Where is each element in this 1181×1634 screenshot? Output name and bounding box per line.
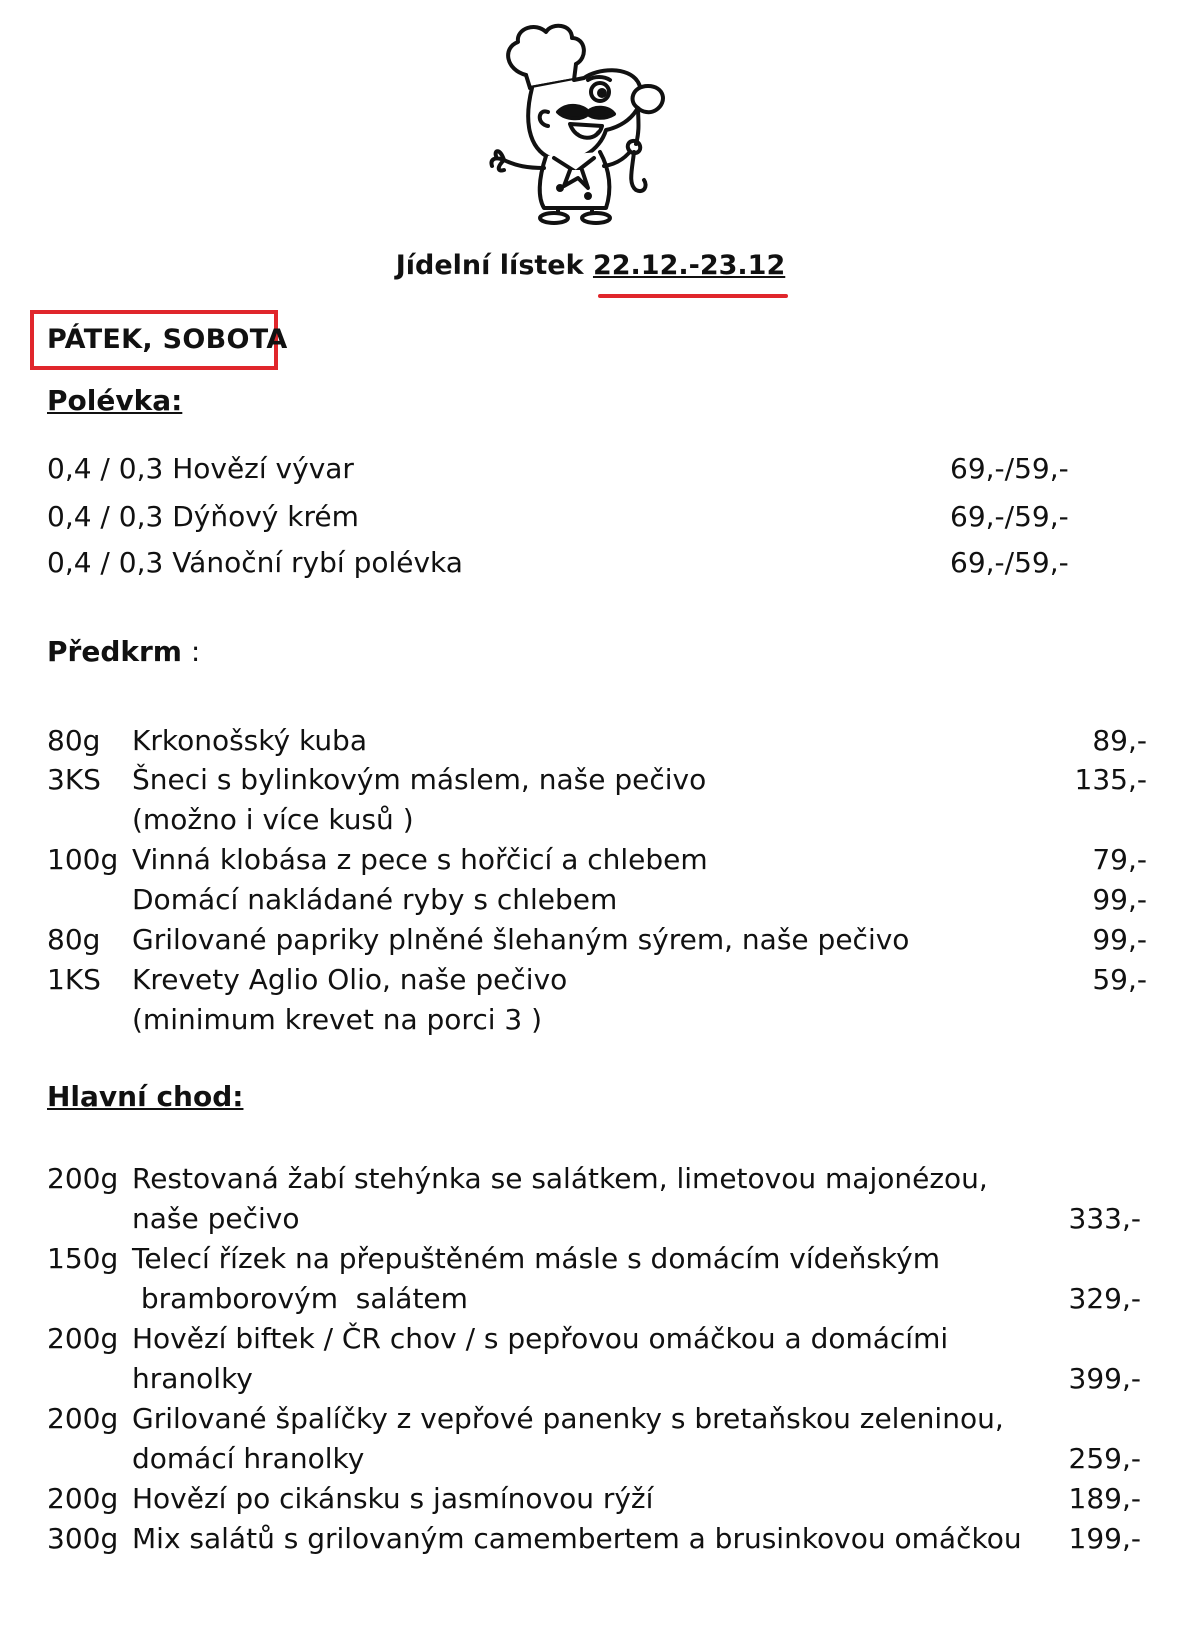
menu-title (0, 250, 1181, 281)
starter-weight: 80g (47, 923, 101, 956)
main-name: Hovězí biftek / ČR chov / s pepřovou omáčkou a domácími (132, 1322, 949, 1355)
main-weight: 200g (47, 1482, 119, 1515)
main-name: Telecí řízek na přepuštěném másle s domácím vídeňským (132, 1242, 940, 1275)
starter-price: 99,- (1092, 923, 1147, 956)
starter-name: Šneci s bylinkovým máslem, naše pečivo (132, 763, 707, 796)
main-price: 329,- (1068, 1282, 1141, 1315)
main-weight: 200g (47, 1322, 119, 1355)
title-prefix: Jídelní lístek (395, 250, 593, 281)
starter-name: Grilované papriky plněné šlehaným sýrem, naše pečivo (132, 923, 910, 956)
starter-name: Domácí nakládané ryby s chlebem (132, 883, 618, 916)
soup-item-name: 0,4 / 0,3 Vánoční rybí polévka (47, 546, 463, 579)
main-weight: 200g (47, 1162, 119, 1195)
main-price: 333,- (1068, 1202, 1141, 1235)
starter-note: (možno i více kusů ) (132, 803, 414, 836)
main-price: 199,- (1068, 1522, 1141, 1555)
section-title-mains: Hlavní chod: (47, 1080, 244, 1113)
soup-item-price: 69,-/59,- (950, 500, 1069, 533)
soup-item-price: 69,-/59,- (950, 546, 1069, 579)
main-name-cont: hranolky (132, 1362, 253, 1395)
main-name: Mix salátů s grilovaným camembertem a brusinkovou omáčkou (132, 1522, 1022, 1555)
starter-weight: 3KS (47, 763, 101, 796)
main-name: Hovězí po cikánsku s jasmínovou rýží (132, 1482, 654, 1515)
main-weight: 200g (47, 1402, 119, 1435)
soup-item-price: 69,-/59,- (950, 452, 1069, 485)
days-label: PÁTEK, SOBOTA (47, 324, 288, 355)
starters-title: Předkrm (47, 635, 182, 668)
starter-price: 135,- (1074, 763, 1147, 796)
main-price: 189,- (1068, 1482, 1141, 1515)
main-weight: 150g (47, 1242, 119, 1275)
starter-name: Krevety Aglio Olio, naše pečivo (132, 963, 568, 996)
starter-price: 79,- (1092, 843, 1147, 876)
starter-price: 59,- (1092, 963, 1147, 996)
starter-price: 89,- (1092, 724, 1147, 757)
starter-weight: 80g (47, 724, 101, 757)
main-name-cont: domácí hranolky (132, 1442, 365, 1475)
starter-weight: 100g (47, 843, 119, 876)
main-price: 399,- (1068, 1362, 1141, 1395)
starter-price: 99,- (1092, 883, 1147, 916)
section-title-starters (47, 635, 200, 668)
soup-item-name: 0,4 / 0,3 Dýňový krém (47, 500, 359, 533)
starter-name: Krkonošský kuba (132, 724, 367, 757)
soup-item-name: 0,4 / 0,3 Hovězí vývar (47, 452, 354, 485)
main-weight: 300g (47, 1522, 119, 1555)
main-name-cont: naše pečivo (132, 1202, 300, 1235)
starter-note: (minimum krevet na porci 3 ) (132, 1003, 543, 1036)
main-price: 259,- (1068, 1442, 1141, 1475)
starter-name: Vinná klobása z pece s hořčicí a chlebem (132, 843, 708, 876)
starters-colon: : (181, 635, 201, 668)
chef-icon (488, 20, 708, 225)
main-name: Grilované špalíčky z vepřové panenky s bretaňskou zeleninou, (132, 1402, 1004, 1435)
starter-weight: 1KS (47, 963, 101, 996)
main-name-cont: bramborovým salátem (132, 1282, 468, 1315)
title-date: 22.12.-23.12 (592, 250, 786, 281)
section-title-soups: Polévka: (47, 384, 183, 417)
red-underline-mark (598, 294, 788, 298)
main-name: Restovaná žabí stehýnka se salátkem, limetovou majonézou, (132, 1162, 988, 1195)
